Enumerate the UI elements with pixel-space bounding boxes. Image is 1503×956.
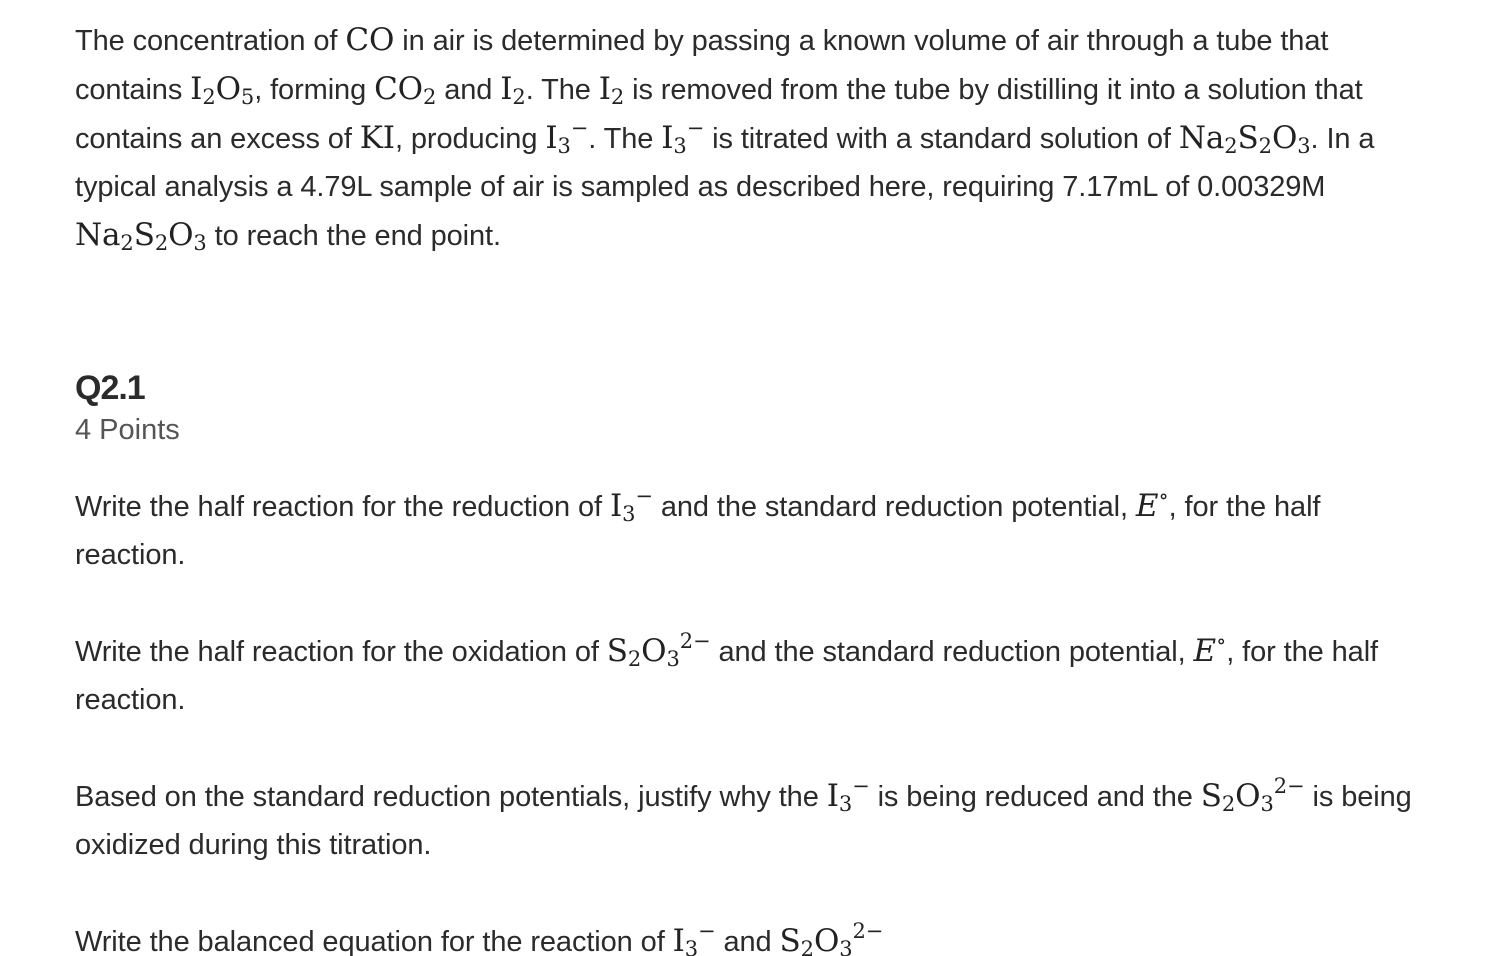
intro-text-5: . The bbox=[525, 74, 599, 106]
intro-text-4: and bbox=[436, 74, 501, 106]
intro-text-10: . In a typical analysis a 4.79L sample of air is sampled as described here, requiring 7.17mL of 0.00329M bbox=[75, 123, 1375, 203]
question-content bbox=[75, 16, 1425, 956]
prompt-balanced-equation: Write the balanced equation for the reaction of $I_3^-$ and $S_2O_3^{2-}$ bbox=[75, 917, 1425, 956]
intro-text-2: in air is determined by passing a known volume of air through a tube that contains bbox=[75, 25, 1329, 106]
formula-i2o5: $I_2O_5$ bbox=[190, 71, 255, 109]
symbol-e-standard: E∘ bbox=[1135, 484, 1169, 524]
formula-co2: $CO_2$ bbox=[374, 71, 437, 109]
formula-na2s2o3: $Na_2S_2O_3$ bbox=[75, 217, 207, 255]
formula-i3-minus: $I_3^-$ bbox=[609, 484, 653, 526]
intro-text-7: , producing bbox=[394, 123, 546, 155]
problem-intro-text bbox=[75, 16, 1425, 260]
intro-text-8: . The bbox=[588, 123, 662, 155]
question-points: 4 Points bbox=[75, 414, 180, 446]
formula-i3-minus: $I_3^-$ bbox=[661, 116, 705, 158]
formula-s2o3-2minus: $S_2O_3^{2-}$ bbox=[606, 629, 711, 671]
formula-i3-minus: $I_3^-$ bbox=[826, 774, 870, 816]
intro-text-9: is titrated with a standard solution of bbox=[704, 123, 1179, 155]
prompt-reduction-half-reaction: Write the half reaction for the reduction of $I_3^-$ and the standard reduction potential, E∘, for the half reaction. bbox=[75, 484, 1321, 571]
formula-i2: $I_2$ bbox=[598, 71, 625, 109]
formula-i3-minus: $I_3^-$ bbox=[545, 116, 589, 158]
intro-text-6: is removed from the tube by distilling it into a solution that contains an excess of bbox=[75, 74, 1363, 155]
intro-text-1: The concentration of bbox=[75, 25, 346, 57]
formula-s2o3-2minus: $S_2O_3^{2-}$ bbox=[1200, 774, 1305, 816]
formula-na2s2o3: $Na_2S_2O_3$ bbox=[1178, 120, 1311, 158]
intro-text-3: , forming bbox=[254, 74, 375, 106]
formula-co: CO bbox=[345, 22, 395, 58]
formula-ki: KI bbox=[359, 120, 395, 156]
intro-text-11: to reach the end point. bbox=[206, 220, 501, 252]
prompt-oxidation-half-reaction: Write the half reaction for the oxidation of $S_2O_3^{2-}$ and the standard reduction potential, E∘, for the half reaction. bbox=[75, 629, 1379, 716]
formula-s2o3-2minus: $S_2O_3^{2-}$ bbox=[779, 919, 884, 956]
symbol-e-standard: E∘ bbox=[1193, 629, 1227, 669]
formula-i3-minus: $I_3^-$ bbox=[672, 919, 716, 956]
prompt-justify-potentials: Based on the standard reduction potentials, justify why the $I_3^-$ is being reduced and the $S_2O_3^{2-}$ is being oxidized during this titration. bbox=[75, 774, 1412, 861]
formula-i2: $I_2$ bbox=[500, 71, 526, 109]
question-title: Q2.1 bbox=[75, 369, 145, 407]
